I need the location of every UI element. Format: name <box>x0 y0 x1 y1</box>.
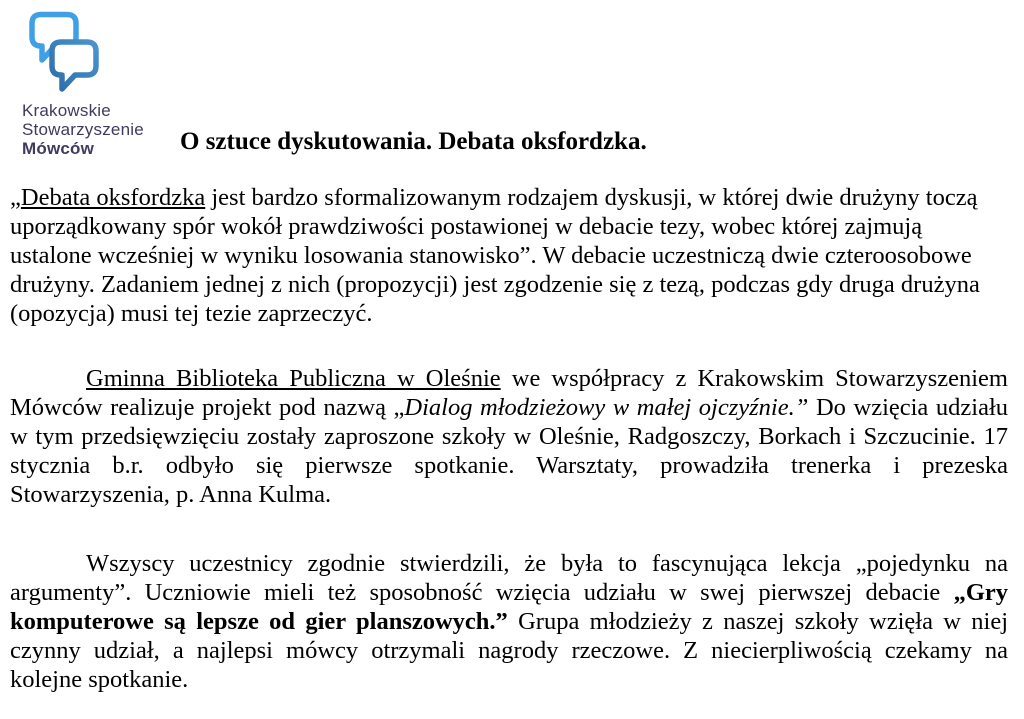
document-header <box>10 8 1008 158</box>
speech-bubbles-icon <box>24 10 104 98</box>
organization-logo <box>22 10 192 158</box>
text-segment: jest bardzo sformalizowanym rodzajem dyskusji, w której dwie drużyny toczą uporządkowany spór wokół prawdziwości postawionej w debacie tezy, wobec której zajmują ustalone wcześniej w wyniku losowania stanowisko”. W debacie uczestniczą dwie czteroosobowe drużyny. Zadaniem jednej z nich (propozycji) jest zgodzenie się z tezą, podczas gdy druga drużyna (opozycja) musi tej tezie zaprzeczyć. <box>10 184 980 327</box>
paragraph-intro <box>10 183 1008 328</box>
text-segment: „ <box>10 184 21 211</box>
text-segment: we współpracy z Krakowskim Stowarzyszeniem Mówców realizuje projekt pod nazwą „ <box>10 365 1008 421</box>
document-title: O sztuce dyskutowania. Debata oksfordzka. <box>180 128 647 155</box>
text-segment: Grupa młodzieży z naszej szkoły wzięła w niej czynny udział, a najlepsi mówcy otrzymali nagrody rzeczowe. Z niecierpliwością czekamy na kolejne spotkanie. <box>10 608 1009 693</box>
organization-name-line2: Stowarzyszenie <box>22 120 144 139</box>
organization-name-line3: Mówców <box>22 139 95 158</box>
text-segment: „Gry komputerowe są lepsze od gier planszowych.” <box>10 579 1008 635</box>
organization-name-line1: Krakowskie <box>22 101 111 120</box>
organization-name <box>22 101 192 158</box>
paragraph-project <box>10 364 1008 509</box>
text-segment: Do wzięcia udziału w tym przedsięwzięciu zostały zaproszone szkoły w Oleśnie, Radgoszczy, Borkach i Szczucinie. 17 stycznia b.r. odbyło się pierwsze spotkanie. Warsztaty, prowadziła trenerka i prezeska Stowarzyszenia, p. Anna Kulma. <box>10 394 1009 508</box>
text-segment: Debata oksfordzka <box>20 184 206 211</box>
text-segment: Wszyscy uczestnicy zgodnie stwierdzili, że była to fascynująca lekcja „pojedynku na argumenty”. Uczniowie mieli też sposobność wzięcia udziału w swej pierwszej debacie <box>10 550 1008 606</box>
paragraph-event <box>10 549 1008 694</box>
document-body <box>10 183 1008 694</box>
text-segment: Gminna Biblioteka Publiczna w Oleśnie <box>86 365 501 392</box>
text-segment: Dialog młodzieżowy w małej ojczyźnie.” <box>404 394 809 421</box>
